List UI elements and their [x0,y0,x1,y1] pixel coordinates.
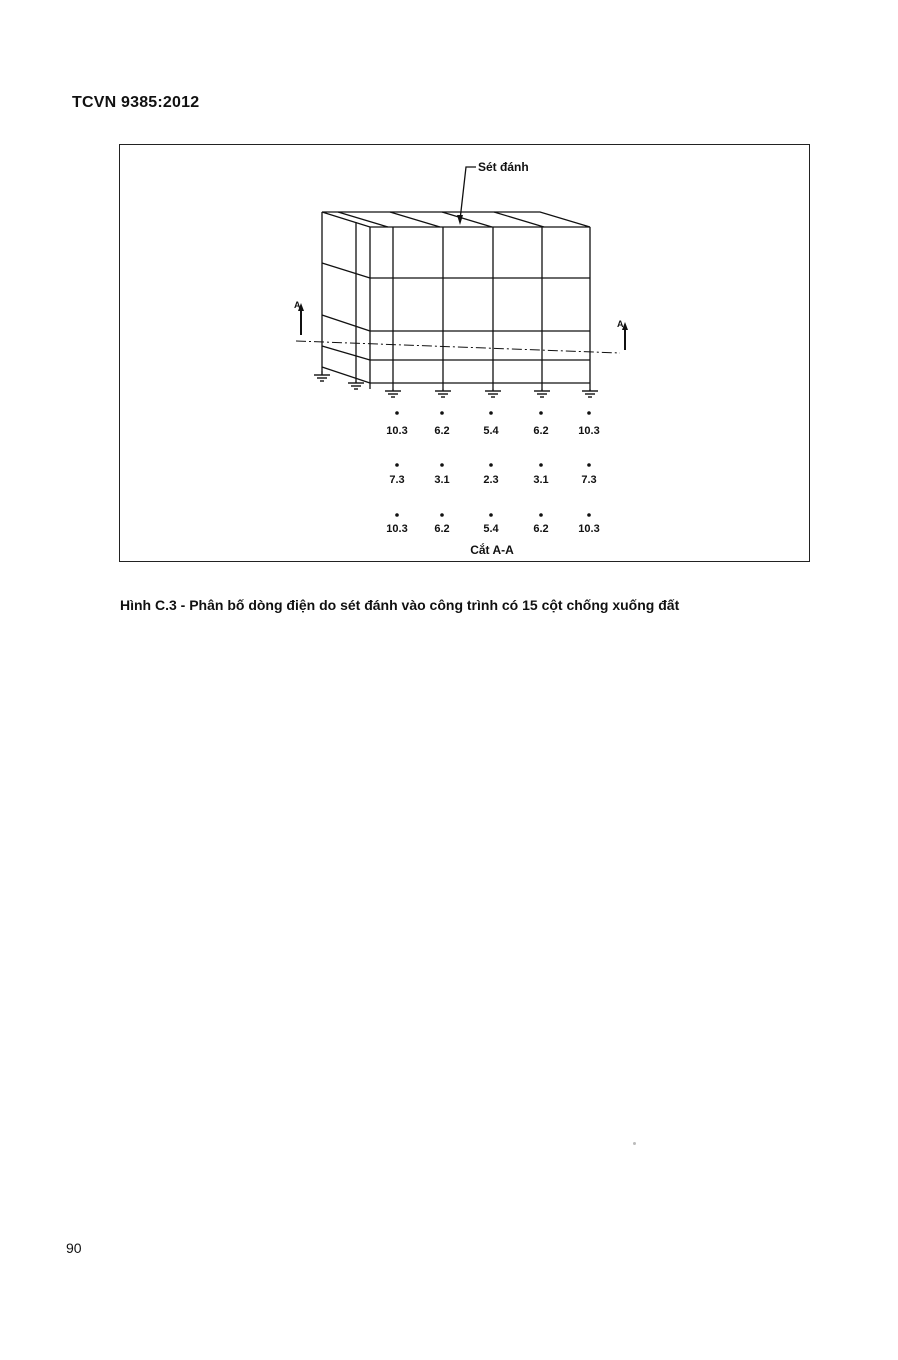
roof-line [390,212,440,227]
section-marker-left: A [294,300,301,310]
point-dot [539,411,543,415]
section-marker-right: A [617,319,624,329]
value-label: 5.4 [483,523,499,535]
strike-label: Sét đánh [478,160,529,174]
ground-symbol [485,389,501,397]
value-label: 3.1 [533,474,549,486]
ground-symbol [348,381,364,389]
side-floor-line [322,346,370,360]
point-dot [587,513,591,517]
value-label: 10.3 [578,523,600,535]
section-stem-left [300,311,302,335]
point-dot [440,463,444,467]
value-label: 6.2 [533,523,549,535]
point-dot [539,463,543,467]
section-stem-right [624,330,626,350]
section-title: Cắt A-A [470,543,514,557]
page-number: 90 [66,1240,82,1256]
value-label: 7.3 [581,474,597,486]
point-dot [539,513,543,517]
ground-symbol [534,389,550,397]
figure-frame [119,144,810,562]
point-dot [587,411,591,415]
value-label: 10.3 [578,425,600,437]
point-dot [489,411,493,415]
value-label: 6.2 [434,523,450,535]
point-dot [395,513,399,517]
point-dot [395,463,399,467]
section-line [296,341,620,353]
point-dot [587,463,591,467]
value-label: 6.2 [533,425,549,437]
point-dot [489,463,493,467]
side-floor-line [322,263,370,278]
ground-symbol [582,389,598,397]
value-label: 7.3 [389,474,405,486]
point-dot [440,411,444,415]
strike-arrowhead [457,215,463,225]
building-lightning-diagram [120,145,811,563]
value-label: 6.2 [434,425,450,437]
distribution-values [386,425,599,535]
figure-caption: Hình C.3 - Phân bố dòng điện do sét đánh vào công trình có 15 cột chống xuống đất [120,597,680,613]
standard-code-header: TCVN 9385:2012 [72,94,200,111]
value-label: 2.3 [483,474,499,486]
value-label: 10.3 [386,425,408,437]
point-dot [440,513,444,517]
value-label: 3.1 [434,474,450,486]
point-dot [395,411,399,415]
building-frame [322,212,590,389]
ground-symbol [314,371,330,381]
ground-symbol [385,389,401,397]
roof-line [494,212,544,227]
scan-speck [633,1142,636,1145]
point-dot [489,513,493,517]
value-label: 10.3 [386,523,408,535]
section-markers [298,303,628,350]
roof-line [442,212,492,227]
ground-symbol [435,389,451,397]
side-floor-line [322,315,370,331]
value-label: 5.4 [483,425,499,437]
